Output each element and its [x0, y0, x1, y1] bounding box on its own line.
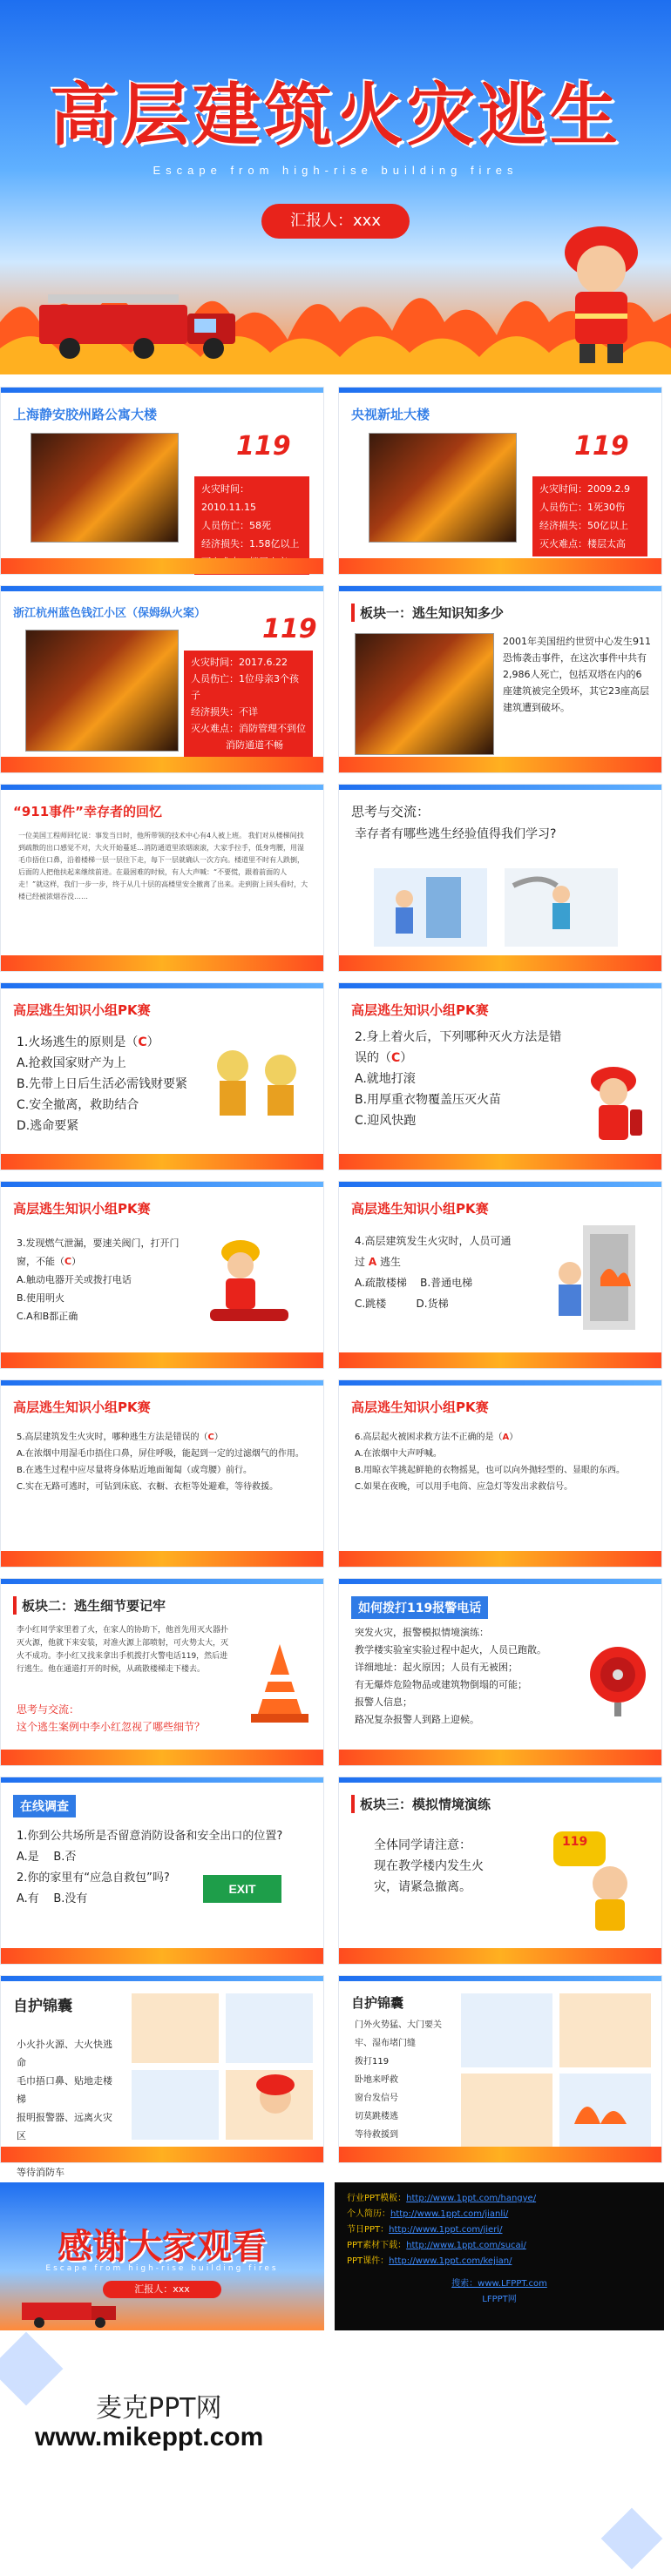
slide-bottom-bar [339, 1352, 661, 1368]
info-line: 火灾时间：2017.6.22 [191, 657, 288, 668]
slide-title: 高层逃生知识小组PK赛 [13, 1399, 151, 1415]
info-line: 消防通道不畅 [226, 739, 283, 751]
slide-knowledge-intro [338, 585, 662, 773]
question-end: ） [71, 1256, 82, 1267]
slide-bottom-bar [339, 1948, 661, 1964]
traffic-cone-icon [249, 1640, 310, 1727]
slide-bottom-bar [1, 1551, 323, 1567]
slide-top-bar [1, 1579, 323, 1584]
answer-text: C [64, 1256, 72, 1267]
option: A.抢救国家财产为上 [17, 1056, 126, 1070]
building-fire-photo [30, 433, 179, 543]
slide-title: 浙江杭州蓝色钱江小区（保姆纵火案） [13, 607, 207, 620]
quiz-body [17, 1032, 200, 1136]
info-line: 经济损失：不详 [191, 706, 258, 718]
text-line: 拨打119 [355, 2057, 390, 2067]
slide-title: 高层逃生知识小组PK赛 [351, 1399, 489, 1415]
quiz-question [17, 1429, 313, 1446]
option: C.如果在夜晚，可以用手电筒、应急灯等发出求救信号。 [355, 1482, 573, 1492]
options-row [355, 1272, 520, 1293]
link-url[interactable]: http://www.1ppt.com/hangye/ [406, 2194, 537, 2203]
firefighters-cartoon-icon [198, 1035, 311, 1123]
option: B.用厚重衣物覆盖压灭火苗 [355, 1093, 502, 1107]
question-text: 5.高层建筑发生火灾时，哪种逃生方法是错误的（ [17, 1433, 208, 1442]
building-fire-photo [369, 433, 517, 543]
firefighter-extinguisher-icon [574, 1062, 653, 1149]
tag-119-icon: 119 [236, 431, 291, 462]
decorative-diamond [601, 2508, 663, 2570]
slide-top-bar [339, 983, 661, 988]
slide-quiz-4 [338, 1181, 662, 1369]
slide-top-bar [339, 586, 661, 591]
text-line: 小火扑火源、大火快逃命 [17, 2039, 112, 2068]
slide-title: 板块一：逃生知识知多少 [351, 604, 504, 622]
option: C.迎风快跑 [355, 1114, 417, 1128]
fire-truck-icon [30, 279, 248, 366]
option: B.先带上日后生活必需钱财要紧 [17, 1077, 188, 1091]
text-line: 有无爆炸危险物品或建筑物倒塌的可能； [355, 1679, 527, 1690]
option[interactable]: B.否 [53, 1851, 77, 1864]
resource-links-panel [335, 2182, 664, 2330]
cover-subtitle: Escape from high-rise building fires [152, 164, 518, 177]
text-line: 全体同学请注意： [374, 1838, 471, 1852]
text-line: 卧地来呼救 [355, 2075, 398, 2085]
answer-text: A [368, 1256, 377, 1268]
option[interactable]: B.没有 [53, 1892, 88, 1905]
slide-text: 李小红同学家里着了火，在家人的协助下，他首先用灭火器扑灭火源，他就下来安装，对准火源上部喷射，可火势太大，灭火不成功。李小红又找来拿出手机拨打火警电话119，然后进行逃生。他在通道打开的时候，从疏散楼梯走下楼去。 [17, 1626, 229, 1674]
slide-top-bar [339, 388, 661, 393]
slide-quiz-2 [338, 982, 662, 1170]
link-label: 个人简历： [347, 2209, 390, 2219]
escape-comic-icon [461, 1993, 653, 2150]
slide-online-survey [0, 1777, 324, 1965]
text-line: 门外火势猛、大门要关牢、湿布堵门缝 [355, 2020, 442, 2048]
slide-bottom-bar [339, 1750, 661, 1765]
slide-bottom-bar [1, 2147, 323, 2162]
option: B.普通电梯 [420, 1277, 473, 1289]
slide-title: 自护锦囊 [351, 1995, 404, 2011]
text-line: 窗台发信号 [355, 2094, 398, 2103]
slide-title: 如何拨打119报警电话 [351, 1596, 488, 1619]
link-row [347, 2254, 652, 2269]
question-text: 1.火场逃生的原则是（ [17, 1035, 139, 1049]
options-row [355, 1293, 520, 1314]
cover-slide [0, 0, 671, 374]
quiz-body [17, 1234, 182, 1325]
option: A.触动电器开关或拨打电话 [17, 1274, 132, 1285]
cover-reporter-badge: 汇报人：xxx [261, 204, 410, 239]
info-line: 火灾时间：2010.11.15 [201, 483, 256, 513]
thanks-slide [0, 2182, 324, 2330]
stairwell-escape-icon [539, 1225, 644, 1339]
slide-title: 上海静安胶州路公寓大楼 [13, 407, 158, 422]
slide-self-protect-1 [0, 1975, 324, 2178]
slide-shanghai-fire [0, 387, 324, 575]
option: A.疏散楼梯 [355, 1277, 407, 1289]
slide-think-exchange [338, 784, 662, 972]
slide-top-bar [339, 1976, 661, 1981]
question-text: 6.高层起火被困求救方法不正确的是（ [355, 1433, 503, 1442]
slide-top-bar [1, 586, 323, 591]
option[interactable]: A.是 [17, 1851, 39, 1864]
info-line: 人员伤亡：1死30伤 [539, 502, 625, 513]
text-line: 切莫跳楼逃 [355, 2112, 398, 2121]
footer-link[interactable]: 搜索：www.LFPPT.com [451, 2279, 547, 2289]
slide-title: 自护锦囊 [13, 1998, 72, 2015]
option: A.就地打滚 [355, 1072, 416, 1086]
text-line: 毛巾捂口鼻、贴地走楼梯 [17, 2075, 112, 2105]
question-end: 逃生 [379, 1256, 401, 1268]
slide-top-bar [339, 1777, 661, 1783]
slide-top-bar [339, 1380, 661, 1386]
text-line: 教学楼实验室实验过程中起火，人员已跑散。 [355, 1644, 546, 1656]
slide-bottom-bar [1, 1948, 323, 1964]
quiz-body [355, 1027, 564, 1131]
info-line: 人员伤亡：58死 [201, 520, 271, 531]
slide-text: 2001年美国纽约世贸中心发生911恐怖袭击事件，在这次事件中共有2,986人死亡，包括双塔在内的6座建筑被完全毁坏，其它23座高层建筑遭到破坏。 [503, 636, 651, 713]
think-title: 思考与交流： [17, 1703, 80, 1716]
text-line: 路况复杂报警人到路上迎候。 [355, 1714, 479, 1725]
link-row [347, 2222, 652, 2238]
quiz-question [355, 1027, 564, 1069]
option[interactable]: A.有 [17, 1892, 39, 1905]
slide-title: 高层逃生知识小组PK赛 [351, 1002, 489, 1018]
link-url[interactable]: http://www.1ppt.com/kejian/ [389, 2256, 512, 2266]
option: B.用晾衣竿挑起鲜艳的衣物摇晃，也可以向外抛轻型的、显眼的东西。 [355, 1466, 626, 1475]
answer-text: C [207, 1433, 214, 1442]
exit-sign-icon: EXIT [203, 1875, 281, 1903]
escape-cartoon-icon [374, 868, 487, 947]
slide-title: 央视新址大楼 [351, 407, 430, 422]
thanks-title: 感谢大家观看 [58, 2227, 267, 2267]
watermark-footer [0, 2343, 671, 2576]
slide-quiz-6 [338, 1379, 662, 1568]
slide-quiz-1 [0, 982, 324, 1170]
slide-title: 高层逃生知识小组PK赛 [13, 1201, 151, 1217]
slide-top-bar [1, 1380, 323, 1386]
brand-name: 麦克PPT网 [96, 2393, 222, 2424]
slide-text: 一位美国工程师回忆说：事发当日时，他所带领的技术中心有4人被上班。 我们对从楼梯间找到疏散的出口感觉不对，大火开始蔓延…消防通道里浓烟滚滚，大家手拉手，低身弯腰，用湿毛巾捂住口鼻，沿着楼梯一层一层往下走，每下一层就确认一次方向。楼道里不时有人跌倒，后面的人把他扶起来继续前进。在最困难的时候，有人大声喊：“不要慌，跟着前面的人走！”就这样，我们一步一步，终于从几十层的高楼里安全撤离了出来。走到街上回头看时，大楼已经被浓烟吞没…… [18, 832, 308, 900]
thanks-reporter-badge: 汇报人：xxx [103, 2281, 221, 2298]
links-footer-brand: LFPPT网 [482, 2295, 517, 2304]
link-url[interactable]: http://www.1ppt.com/jianli/ [390, 2209, 509, 2219]
slide-top-bar [339, 785, 661, 790]
quiz-body [17, 1429, 313, 1495]
slide-bottom-bar [339, 558, 661, 574]
option: A.在浓烟中用湿毛巾捂住口鼻，屏住呼吸，能起到一定的过滤烟气的作用。 [17, 1449, 304, 1459]
slide-top-bar [1, 983, 323, 988]
slide-title: 板块三：模拟情境演练 [351, 1795, 491, 1813]
question-end: ） [400, 1051, 413, 1065]
slide-self-protect-2 [338, 1975, 662, 2163]
slide-bottom-bar [339, 1154, 661, 1170]
link-row [347, 2207, 652, 2222]
tag-119-icon: 119 [574, 431, 629, 462]
option: B.使用明火 [17, 1292, 65, 1304]
text-line: 报警人信息； [355, 1696, 412, 1708]
text-line: 等待消防车 [17, 2167, 64, 2178]
info-line: 灭火难点：楼层太高 [539, 538, 626, 550]
slide-bottom-bar [339, 757, 661, 772]
question-text: 2.身上着火后，下列哪种灭火方法是错误的（ [355, 1030, 562, 1065]
text-line: 现在教学楼内发生火 [374, 1859, 484, 1873]
question-text: 4.高层建筑发生火灾时，人员可通过 [355, 1235, 512, 1268]
fire-info-box [532, 476, 647, 556]
quiz-body [355, 1429, 651, 1495]
option: A.在浓烟中大声呼喊。 [355, 1449, 442, 1459]
info-line: 经济损失：50亿以上 [539, 520, 628, 531]
slide-top-bar [1, 1182, 323, 1187]
slide-cctv-fire [338, 387, 662, 575]
link-row [347, 2238, 652, 2254]
info-line: 灭火难点：消防管理不到位 [191, 723, 306, 734]
slide-bottom-bar [1, 757, 323, 772]
link-label: PPT素材下载： [347, 2241, 407, 2250]
slide-text [355, 2016, 451, 2144]
slide-bottom-bar [339, 955, 661, 971]
survey-options [17, 1847, 295, 1868]
slide-escape-details [0, 1578, 324, 1766]
question-end: ） [509, 1433, 518, 1442]
slide-drill [338, 1777, 662, 1965]
slide-top-bar [1, 785, 323, 790]
slide-title: “911事件”幸存者的回忆 [13, 804, 163, 819]
info-line: 人员伤亡：1位母亲3个孩子 [191, 673, 299, 701]
slide-question: 幸存者有哪些逃生经验值得我们学习? [355, 827, 557, 841]
911-tower-photo [355, 633, 494, 755]
quiz-question [17, 1032, 200, 1053]
fire-info-box [184, 651, 313, 757]
quiz-body [355, 1231, 520, 1314]
link-label: 节日PPT： [347, 2225, 390, 2235]
question-text: 3.发现燃气泄漏，要速关阀门，打开门窗，不能（ [17, 1237, 180, 1267]
option: D.逃命要紧 [17, 1119, 79, 1133]
slide-title: 高层逃生知识小组PK赛 [351, 1201, 489, 1217]
slide-bottom-bar [1, 1352, 323, 1368]
question-end: ） [146, 1035, 159, 1049]
quiz-question [355, 1231, 520, 1272]
quiz-question [355, 1429, 651, 1446]
slide-title: 高层逃生知识小组PK赛 [13, 1002, 151, 1018]
text-line: 灾，请紧急撤离。 [374, 1880, 471, 1894]
option: C.跳楼 [355, 1298, 387, 1310]
link-url[interactable]: http://www.1ppt.com/jieri/ [389, 2225, 503, 2235]
option: C.实在无路可逃时，可钻到床底、衣橱、衣柜等处避难，等待救援。 [17, 1482, 279, 1492]
escape-comic-icon [132, 1993, 315, 2150]
slide-bottom-bar [339, 1551, 661, 1567]
brand-url: www.mikeppt.com [35, 2423, 264, 2451]
answer-text: C [138, 1035, 147, 1049]
question-end: ） [214, 1433, 223, 1442]
slide-hangzhou-fire [0, 585, 324, 773]
thanks-subtitle: Escape from high-rise building fires [45, 2264, 279, 2273]
slide-text [374, 1835, 548, 1898]
slide-bottom-bar [339, 2147, 661, 2162]
firefighter-mascot-icon [549, 218, 654, 366]
link-label: 行业PPT模板： [347, 2194, 407, 2203]
text-line: 突发火灾，报警模拟情境演练： [355, 1627, 489, 1638]
option: C.A和B都正确 [17, 1311, 78, 1322]
slide-bottom-bar [1, 955, 323, 971]
text-line: 等待救援到 [355, 2130, 398, 2140]
slide-top-bar [1, 388, 323, 393]
answer-text: A [502, 1433, 510, 1442]
tag-119-icon: 119 [262, 614, 317, 644]
slide-bottom-bar [1, 1154, 323, 1170]
slide-title: 板块二：逃生细节要记牢 [13, 1596, 166, 1615]
slide-bottom-bar [1, 558, 323, 574]
info-line: 火灾时间：2009.2.9 [539, 483, 630, 495]
text-line: 报明报警器、远离火灾区 [17, 2112, 112, 2141]
answer-text: C [391, 1051, 401, 1065]
slide-text [355, 1624, 573, 1729]
slide-title: 在线调查 [13, 1795, 76, 1817]
survey-question: 1.你到公共场所是否留意消防设备和安全出口的位置? [17, 1830, 283, 1843]
option: B.在逃生过程中应尽量将身体贴近地面匍匐（或弯腰）前行。 [17, 1466, 253, 1475]
option: D.货梯 [416, 1298, 449, 1310]
slide-911-memory [0, 784, 324, 972]
fire-truck-icon [17, 2294, 122, 2329]
slide-top-bar [339, 1182, 661, 1187]
slide-top-bar [1, 1976, 323, 1981]
slide-quiz-5 [0, 1379, 324, 1568]
text-line: 详细地址：起火原因；人员有无被困； [355, 1662, 518, 1673]
fire-alarm-bell-icon [583, 1640, 653, 1718]
survey-question: 2.你的家里有“应急自救包”吗? [17, 1871, 170, 1885]
quiz-question [17, 1234, 182, 1271]
link-url[interactable]: http://www.1ppt.com/sucai/ [406, 2241, 526, 2250]
cover-title: 高层建筑火灾逃生 [49, 77, 621, 155]
slide-bottom-bar [1, 1750, 323, 1765]
link-label: PPT课件： [347, 2256, 390, 2266]
building-fire-photo [25, 630, 179, 752]
slide-top-bar [1, 1777, 323, 1783]
info-line: 经济损失：1.58亿以上 [201, 538, 300, 550]
slide-title: 思考与交流： [351, 804, 430, 819]
links-footer [347, 2276, 652, 2292]
think-question: 这个逃生案例中李小红忽视了哪些细节？ [17, 1721, 206, 1733]
worker-valve-icon [193, 1231, 297, 1335]
phone-119-icon [545, 1823, 649, 1936]
slide-quiz-3 [0, 1181, 324, 1369]
slide-top-bar [339, 1579, 661, 1584]
smoke-escape-icon [505, 868, 618, 947]
tag-119-icon: 119 [562, 1835, 588, 1849]
slide-call-119 [338, 1578, 662, 1766]
decorative-diamond [0, 2332, 63, 2406]
link-row [347, 2191, 652, 2207]
option: C.安全撤离，救助结合 [17, 1098, 139, 1112]
